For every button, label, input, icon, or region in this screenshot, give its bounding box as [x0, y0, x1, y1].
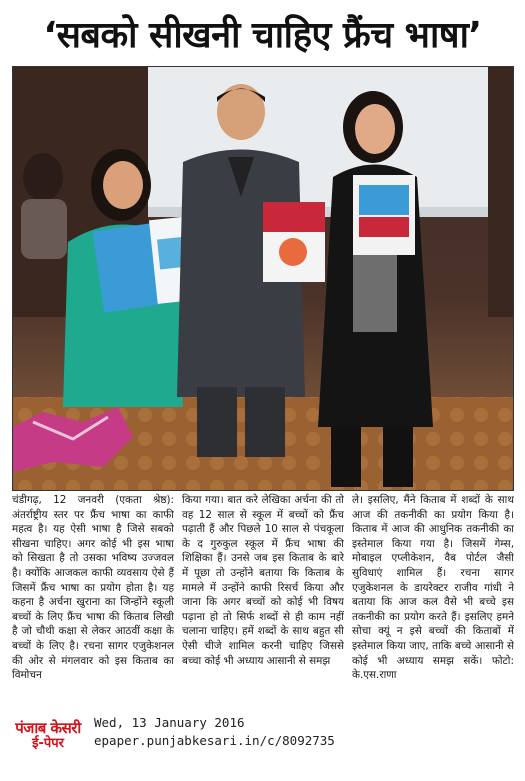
news-photo [12, 66, 514, 491]
headline: ‘सबको सीखनी चाहिए फ्रैंच भाषा’ [43, 14, 482, 56]
punjab-kesari-logo[interactable] [6, 711, 90, 761]
epaper-url[interactable]: epaper.punjabkesari.in/c/8092735 [94, 733, 335, 748]
article-body [12, 493, 514, 705]
epaper-footer [0, 708, 525, 768]
article-paragraph: चंडीगढ़, 12 जनवरी (एकता श्रेष्ठ): अंतर्राष्ट्रीय स्तर पर फ्रैंच भाषा का काफी महत्व है। यह ऐसी भाषा है जिसे सबको सीखना चाहिए। अगर कोई भी इस भाषा को सिखता है तो उसका भविष्य उज्जवल है। क्योंकि आजकल काफी व्यवसाय ऐसे हैं जिसमें फ्रैंच भाषा का प्रयोग होता है। यह कहना है अर्चना खुराना का जिन्होंने स्कूली बच्चों के लिए फ्रैंच भाषा की किताब लिखी है जो चौथी कक्षा से लेकर आठवीं कक्षा के बच्चों के लिए है। रचना सागर एजुकेशनल की ओर से मंगलवार को इस किताब का विमोचन [12, 494, 174, 682]
article-column-3 [352, 493, 514, 705]
publication-date: Wed, 13 January 2016 [94, 715, 245, 730]
footer-meta [94, 714, 335, 750]
photo-illustration [13, 67, 514, 491]
article-paragraph: किया गया। बात करे लेखिका अर्चना की तो वह 12 साल से स्कूल में बच्चों को फ्रैंच पढ़ाती हैं और पिछले 10 साल से पंचकूला के द गुरुकुल स्कूल में फ्रैंच भाषा की शिक्षिका हैं। उनसे जब इस किताब के बारे में पूछा तो उन्होंने बताया कि किताब के मामले में उन्होंने काफी रिसर्च किया और जाना कि अगर बच्चों को कोई भी विषय पढ़ाना हो तो सिर्फ शब्दों से ही काम नहीं चलाना चाहिए। हमें शब्दों के साथ बहुत सी ऐसी चीजे शामिल करनी चाहिए जिससे बच्चा कोई भी अध्याय आसानी से समझ [182, 494, 344, 667]
logo-title: पंजाब केसरी [15, 718, 81, 737]
logo-subtitle: ई-पेपर [32, 736, 64, 752]
article-column-1 [12, 493, 174, 705]
article-column-2 [182, 493, 344, 705]
man-head [217, 84, 265, 140]
article-paragraph: ले। इसलिए, मैंने किताब में शब्दों के साथ आज की तकनीकी का प्रयोग किया है। किताब में आज की आधुनिक तकनीकी का इस्तेमाल किया गया है। जिसमें गेम्स, मोबाइल एप्लीकेशन, वैब पोर्टल जैसी सुविधाएं शामिल हैं। रचना सागर एजुकेशनल के डायरेक्टर राजीव गांधी ने बताया कि आज कल वैसे भी बच्चे इस तकनीकी का प्रयोग करते हैं। इसलिए हमने सोचा क्यूं न इसे बच्चों की किताबों में इस्तेमाल किया जाए, ताकि बच्चे आसानी से कोई भी अध्याय समझ सकें। फोटो: के.एस.राणा [352, 494, 514, 682]
